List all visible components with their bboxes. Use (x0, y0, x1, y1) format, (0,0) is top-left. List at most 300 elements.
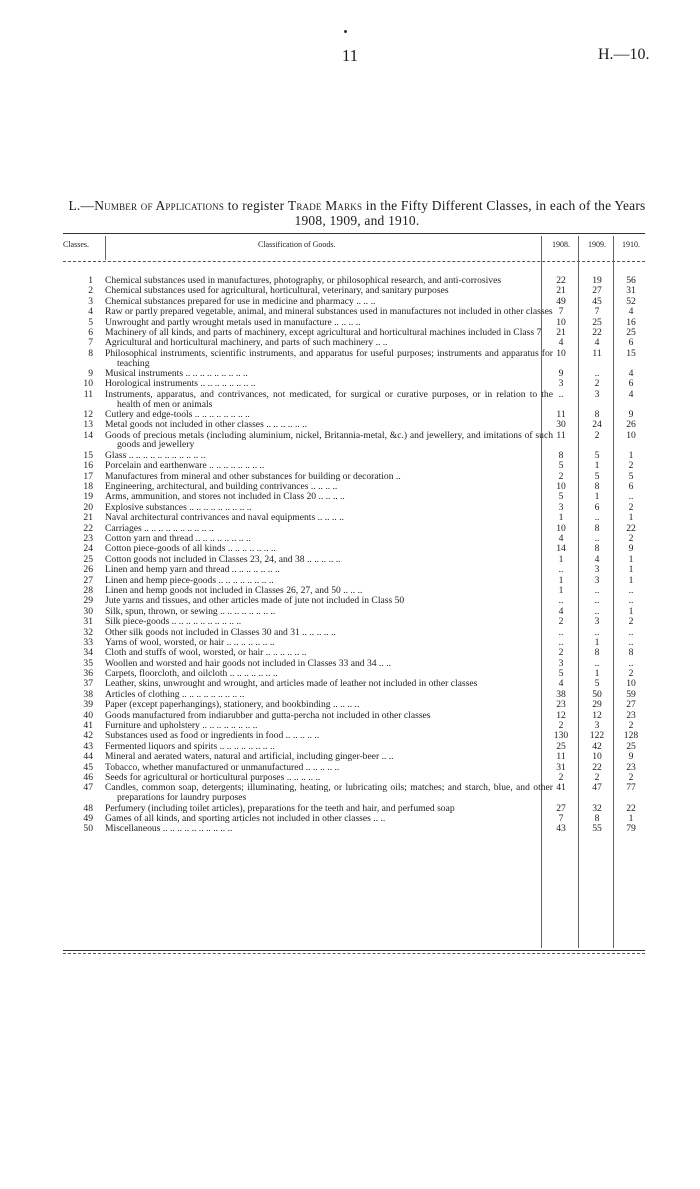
table-row (0, 763, 700, 773)
table-row (0, 420, 700, 430)
goods-description: Manufactures from mineral and other substances for building or decoration .. (105, 470, 401, 482)
class-number: 31 (83, 616, 93, 628)
value-1908: 2 (558, 771, 564, 783)
table-row (0, 814, 700, 824)
class-number: 37 (83, 678, 93, 690)
class-number: 2 (88, 285, 93, 297)
class-number: 28 (83, 584, 93, 596)
value-1908: 4 (558, 678, 564, 690)
value-1909: 4 (594, 337, 600, 349)
value-1910: .. (628, 626, 634, 638)
value-1908: 3 (558, 657, 564, 669)
value-1908: 7 (558, 306, 564, 318)
value-1908: 14 (556, 543, 566, 555)
goods-description: Instruments, apparatus, and contrivances, not medicated, for surgical or curative purposes, or in relation to the health of men or animals (105, 388, 553, 410)
value-1909: .. (594, 605, 600, 617)
class-number: 12 (83, 408, 93, 420)
goods-description: Mineral and aerated waters, natural and artificial, including ginger-beer .. .. (105, 751, 394, 763)
value-1909: 122 (589, 730, 605, 742)
value-1909: 3 (594, 616, 600, 628)
goods-description: Raw or partly prepared vegetable, animal, and mineral substances used in manufactures not included in other classes (105, 306, 553, 318)
title-prefix: L.— (68, 198, 95, 213)
goods-description: Cloth and stuffs of wool, worsted, or hair .. .. .. .. .. .. (105, 647, 307, 659)
class-number: 41 (83, 720, 93, 732)
value-1908: 130 (553, 730, 569, 742)
value-1909: 32 (592, 802, 602, 814)
value-1908: 3 (558, 501, 564, 513)
value-1908: 2 (558, 470, 564, 482)
value-1910: 1 (628, 564, 634, 576)
value-1908: 49 (556, 295, 566, 307)
value-1910: 77 (626, 782, 636, 794)
value-1910: 2 (628, 501, 634, 513)
value-1908: 1 (558, 584, 564, 596)
value-1910: 79 (626, 823, 636, 835)
goods-description: Furniture and upholstery .. .. .. .. .. .. .. .. (105, 720, 258, 732)
table-row (0, 742, 700, 752)
value-1909: 5 (594, 449, 600, 461)
class-number: 13 (83, 419, 93, 431)
table-row (0, 638, 700, 648)
value-1908: 25 (556, 740, 566, 752)
table-row (0, 752, 700, 762)
class-number: 1 (88, 275, 93, 286)
value-1910: 9 (628, 751, 634, 763)
goods-description: Cotton goods not included in Classes 23, 24, and 38 .. .. .. .. .. (105, 553, 341, 565)
value-1909: 1 (594, 636, 600, 648)
value-1909: 25 (592, 316, 602, 328)
goods-description: Musical instruments .. .. .. .. .. .. .. .. .. (105, 367, 248, 379)
goods-description: Unwrought and partly wrought metals used in manufacture .. .. .. .. (105, 316, 361, 328)
value-1910: 1 (628, 449, 634, 461)
goods-description: Explosive substances .. .. .. .. .. .. .. .. .. (105, 501, 252, 513)
table-row (0, 286, 700, 296)
table-row (0, 544, 700, 554)
class-number: 25 (83, 553, 93, 565)
header-year-1908: 1908. (552, 240, 570, 249)
goods-description: Glass .. .. .. .. .. .. .. .. .. .. .. (105, 449, 206, 461)
value-1908: 1 (558, 512, 564, 524)
value-1909: 42 (592, 740, 602, 752)
table-row (0, 607, 700, 617)
value-1909: 3 (594, 388, 600, 400)
value-1909: 47 (592, 782, 602, 794)
table-row (0, 297, 700, 307)
column-divider-classes (105, 236, 106, 260)
table-row (0, 349, 700, 369)
title-caps: Number of Applications (94, 198, 225, 213)
value-1909: 45 (592, 295, 602, 307)
class-number: 21 (83, 512, 93, 524)
table-row (0, 773, 700, 783)
goods-description: Seeds for agricultural or horticultural purposes .. .. .. .. .. (105, 771, 321, 783)
value-1909: 8 (594, 543, 600, 555)
class-number: 42 (83, 730, 93, 742)
value-1910: 1 (628, 553, 634, 565)
goods-description: Linen and hemp yarn and thread .. .. .. .. .. .. .. (105, 564, 280, 576)
goods-description: Substances used as food or ingredients in food .. .. .. .. .. (105, 730, 320, 742)
table-row (0, 410, 700, 420)
table-row (0, 783, 700, 803)
value-1909: 50 (592, 688, 602, 700)
value-1908: 5 (558, 668, 564, 680)
page-reference: H.—10. (598, 46, 650, 63)
class-number: 45 (83, 761, 93, 773)
goods-description: Machinery of all kinds, and parts of machinery, except agricultural and horticultural machines included in Class 7 (105, 326, 542, 338)
goods-description: Tobacco, whether manufactured or unmanufactured .. .. .. .. .. (105, 761, 340, 773)
goods-description: Silk piece-goods .. .. .. .. .. .. .. .. .. .. (105, 616, 242, 628)
class-number: 38 (83, 688, 93, 700)
class-number: 50 (83, 823, 93, 835)
value-1909: 8 (594, 481, 600, 493)
goods-description: Games of all kinds, and sporting articles not included in other classes .. .. (105, 812, 386, 824)
value-1909: 1 (594, 460, 600, 472)
value-1910: 2 (628, 616, 634, 628)
value-1908: 43 (556, 823, 566, 835)
goods-description: Linen and hemp piece-goods .. .. .. .. .. .. .. .. (105, 574, 274, 586)
value-1909: 8 (594, 812, 600, 824)
class-number: 26 (83, 564, 93, 576)
table-row (0, 513, 700, 523)
value-1909: .. (594, 532, 600, 544)
table-row (0, 659, 700, 669)
value-1910: 9 (628, 408, 634, 420)
value-1908: 22 (556, 275, 566, 286)
value-1910: 10 (626, 429, 636, 441)
class-number: 27 (83, 574, 93, 586)
value-1910: 23 (626, 709, 636, 721)
class-number: 19 (83, 491, 93, 503)
table-body (0, 276, 700, 835)
class-number: 20 (83, 501, 93, 513)
value-1910: 4 (628, 367, 634, 379)
value-1909: .. (594, 595, 600, 607)
table-bottom-rule (63, 950, 645, 951)
class-number: 35 (83, 657, 93, 669)
value-1909: .. (594, 657, 600, 669)
value-1908: .. (558, 626, 564, 638)
value-1908: 23 (556, 699, 566, 711)
value-1909: 1 (594, 491, 600, 503)
table-row (0, 555, 700, 565)
goods-description: Perfumery (including toilet articles), preparations for the teeth and hair, and perfumed soap (105, 802, 455, 814)
table-row (0, 390, 700, 410)
value-1910: 6 (628, 481, 634, 493)
value-1909: .. (594, 512, 600, 524)
value-1910: .. (628, 595, 634, 607)
class-number: 23 (83, 532, 93, 544)
value-1908: 1 (558, 574, 564, 586)
table-row (0, 824, 700, 834)
value-1910: 26 (626, 419, 636, 431)
value-1910: 2 (628, 771, 634, 783)
value-1909: .. (594, 367, 600, 379)
value-1909: 24 (592, 419, 602, 431)
value-1909: 10 (592, 751, 602, 763)
value-1908: 21 (556, 285, 566, 297)
goods-description: Metal goods not included in other classes .. .. .. .. .. .. (105, 419, 307, 431)
goods-description: Horological instruments .. .. .. .. .. .. .. .. (105, 378, 256, 390)
table-row (0, 492, 700, 502)
class-number: 29 (83, 595, 93, 607)
value-1910: 4 (628, 306, 634, 318)
value-1910: .. (628, 491, 634, 503)
value-1909: 55 (592, 823, 602, 835)
value-1910: 2 (628, 668, 634, 680)
value-1908: 4 (558, 532, 564, 544)
value-1909: 5 (594, 678, 600, 690)
value-1908: 10 (556, 522, 566, 534)
value-1908: 10 (556, 316, 566, 328)
value-1908: 7 (558, 812, 564, 824)
value-1909: 3 (594, 720, 600, 732)
value-1910: 56 (626, 275, 636, 286)
value-1910: 2 (628, 460, 634, 472)
goods-description: Jute yarns and tissues, and other articles made of jute not included in Class 50 (105, 595, 405, 607)
value-1910: 16 (626, 316, 636, 328)
value-1909: 8 (594, 522, 600, 534)
class-number: 30 (83, 605, 93, 617)
value-1910: 1 (628, 812, 634, 824)
goods-description: Carpets, floorcloth, and oilcloth .. .. .. .. .. .. .. (105, 668, 278, 680)
value-1910: 22 (626, 802, 636, 814)
value-1909: 22 (592, 326, 602, 338)
table-row (0, 307, 700, 317)
value-1910: 31 (626, 285, 636, 297)
value-1910: 2 (628, 720, 634, 732)
table-row (0, 524, 700, 534)
value-1908: 2 (558, 616, 564, 628)
value-1909: 3 (594, 564, 600, 576)
value-1910: 2 (628, 532, 634, 544)
header-year-1909: 1909. (588, 240, 606, 249)
value-1908: 31 (556, 761, 566, 773)
goods-description: Cutlery and edge-tools .. .. .. .. .. .. .. .. (105, 408, 250, 420)
goods-description: Carriages .. .. .. .. .. .. .. .. .. .. (105, 522, 214, 534)
value-1909: 8 (594, 408, 600, 420)
value-1910: 8 (628, 647, 634, 659)
value-1909: 2 (594, 378, 600, 390)
class-number: 7 (88, 337, 93, 349)
goods-description: Arms, ammunition, and stores not included in Class 20 .. .. .. .. (105, 491, 345, 503)
class-number: 6 (88, 326, 93, 338)
value-1909: .. (594, 584, 600, 596)
value-1908: 38 (556, 688, 566, 700)
value-1909: 29 (592, 699, 602, 711)
value-1908: 2 (558, 647, 564, 659)
value-1908: 4 (558, 337, 564, 349)
goods-description: Other silk goods not included in Classes 30 and 31 .. .. .. .. .. (105, 626, 336, 638)
class-number: 47 (83, 782, 93, 794)
class-number: 39 (83, 699, 93, 711)
value-1909: 1 (594, 668, 600, 680)
class-number: 34 (83, 647, 93, 659)
goods-description: Silk, spun, thrown, or sewing .. .. .. .. .. .. .. .. (105, 605, 276, 617)
value-1908: .. (558, 595, 564, 607)
value-1909: 6 (594, 501, 600, 513)
header-classes: Classes. (63, 240, 89, 249)
class-number: 17 (83, 470, 93, 482)
value-1910: 9 (628, 543, 634, 555)
value-1908: 30 (556, 419, 566, 431)
value-1908: .. (558, 564, 564, 576)
value-1908: 3 (558, 378, 564, 390)
goods-description: Porcelain and earthenware .. .. .. .. .. .. .. .. (105, 460, 265, 472)
value-1908: 1 (558, 553, 564, 565)
value-1910: 59 (626, 688, 636, 700)
value-1908: 11 (556, 429, 566, 441)
goods-description: Linen and hemp goods not included in Classes 26, 27, and 50 .. .. .. (105, 584, 363, 596)
goods-description: Chemical substances prepared for use in medicine and pharmacy .. .. .. (105, 295, 376, 307)
value-1909: 19 (592, 275, 602, 286)
header-year-1910: 1910. (622, 240, 640, 249)
value-1910: 128 (623, 730, 639, 742)
goods-description: Candles, common soap, detergents; illuminating, heating, or lubricating oils; matches; and starch, blue, and other preparations for laundry purposes (105, 782, 553, 804)
goods-description: Engineering, architectural, and building contrivances .. .. .. .. (105, 481, 338, 493)
page-number: 11 (341, 46, 359, 65)
value-1908: 12 (556, 709, 566, 721)
table-row (0, 731, 700, 741)
class-number: 5 (88, 316, 93, 328)
value-1909: 7 (594, 306, 600, 318)
value-1909: 2 (594, 771, 600, 783)
table-row (0, 679, 700, 689)
goods-description: Articles of clothing .. .. .. .. .. .. .. .. .. (105, 688, 245, 700)
class-number: 8 (88, 347, 93, 359)
table-row (0, 690, 700, 700)
title-caps-2: Trade Marks (287, 198, 363, 213)
header-top-rule (63, 233, 645, 234)
table-row (0, 628, 700, 638)
value-1908: 4 (558, 605, 564, 617)
table-row (0, 276, 700, 286)
value-1909: 4 (594, 553, 600, 565)
goods-description: Leather, skins, unwrought and wrought, and articles made of leather not included in other classes (105, 678, 478, 690)
goods-description: Agricultural and horticultural machinery, and parts of such machinery .. .. (105, 337, 388, 349)
table-title (62, 198, 652, 228)
value-1908: 10 (556, 347, 566, 359)
class-number: 43 (83, 740, 93, 752)
class-number: 10 (83, 378, 93, 390)
value-1910: 4 (628, 388, 634, 400)
goods-description: Goods of precious metals (including aluminium, nickel, Britannia-metal, &c.) and jewellery, and imitations of such goods and jewellery (105, 429, 553, 451)
table-row (0, 648, 700, 658)
class-number: 32 (83, 626, 93, 638)
value-1910: 22 (626, 522, 636, 534)
value-1908: .. (558, 388, 564, 400)
class-number: 36 (83, 668, 93, 680)
value-1910: 25 (626, 326, 636, 338)
value-1908: 5 (558, 460, 564, 472)
header-classification: Classification of Goods. (258, 240, 336, 249)
title-middle: to register (224, 198, 288, 213)
goods-description: Cotton yarn and thread .. .. .. .. .. .. .. .. (105, 532, 251, 544)
table-row (0, 318, 700, 328)
value-1909: 22 (592, 761, 602, 773)
table-row (0, 596, 700, 606)
table-row (0, 431, 700, 451)
table-row (0, 617, 700, 627)
class-number: 44 (83, 751, 93, 763)
class-number: 18 (83, 481, 93, 493)
value-1910: 27 (626, 699, 636, 711)
value-1909: 12 (592, 709, 602, 721)
goods-description: Miscellaneous .. .. .. .. .. .. .. .. .. .. (105, 823, 233, 835)
class-number: 15 (83, 449, 93, 461)
class-number: 49 (83, 812, 93, 824)
value-1910: 15 (626, 347, 636, 359)
value-1910: 25 (626, 740, 636, 752)
value-1910: 1 (628, 605, 634, 617)
class-number: 40 (83, 709, 93, 721)
value-1908: 8 (558, 449, 564, 461)
table-row (0, 669, 700, 679)
table-row (0, 586, 700, 596)
ink-dot (344, 30, 347, 33)
class-number: 22 (83, 522, 93, 534)
value-1908: 11 (556, 751, 566, 763)
goods-description: Naval architectural contrivances and naval equipments .. .. .. .. (105, 512, 344, 524)
table-row (0, 369, 700, 379)
class-number: 48 (83, 802, 93, 814)
table-row (0, 503, 700, 513)
class-number: 3 (88, 295, 93, 307)
class-number: 33 (83, 636, 93, 648)
value-1910: .. (628, 584, 634, 596)
value-1908: .. (558, 636, 564, 648)
value-1909: .. (594, 626, 600, 638)
value-1908: 41 (556, 782, 566, 794)
table-row (0, 721, 700, 731)
class-number: 9 (88, 367, 93, 379)
table-row (0, 482, 700, 492)
table-row (0, 534, 700, 544)
value-1910: 6 (628, 337, 634, 349)
table-row (0, 451, 700, 461)
value-1910: 5 (628, 470, 634, 482)
value-1909: 5 (594, 470, 600, 482)
value-1908: 5 (558, 491, 564, 503)
table-row (0, 379, 700, 389)
value-1908: 27 (556, 802, 566, 814)
value-1910: .. (628, 636, 634, 648)
value-1908: 10 (556, 481, 566, 493)
table-row (0, 804, 700, 814)
value-1910: 1 (628, 574, 634, 586)
value-1909: 11 (592, 347, 602, 359)
class-number: 16 (83, 460, 93, 472)
value-1908: 11 (556, 408, 566, 420)
class-number: 46 (83, 771, 93, 783)
value-1909: 8 (594, 647, 600, 659)
table-bottom-rule-2 (63, 953, 645, 954)
value-1909: 3 (594, 574, 600, 586)
value-1908: 21 (556, 326, 566, 338)
table-row (0, 700, 700, 710)
value-1908: 2 (558, 720, 564, 732)
class-number: 24 (83, 543, 93, 555)
goods-description: Chemical substances used for agricultural, horticultural, veterinary, and sanitary purposes (105, 285, 449, 297)
goods-description: Woollen and worsted and hair goods not included in Classes 33 and 34 .. .. (105, 657, 391, 669)
goods-description: Chemical substances used in manufactures, photography, or philosophical research, and anti-corrosives (105, 275, 502, 286)
class-number: 4 (88, 306, 93, 318)
goods-description: Yarns of wool, worsted, or hair .. .. .. .. .. .. .. (105, 636, 275, 648)
value-1910: 23 (626, 761, 636, 773)
table-row (0, 461, 700, 471)
class-number: 11 (83, 388, 93, 400)
goods-description: Philosophical instruments, scientific instruments, and apparatus for useful purposes; instruments and apparatus for teaching (105, 347, 553, 369)
table-row (0, 328, 700, 338)
